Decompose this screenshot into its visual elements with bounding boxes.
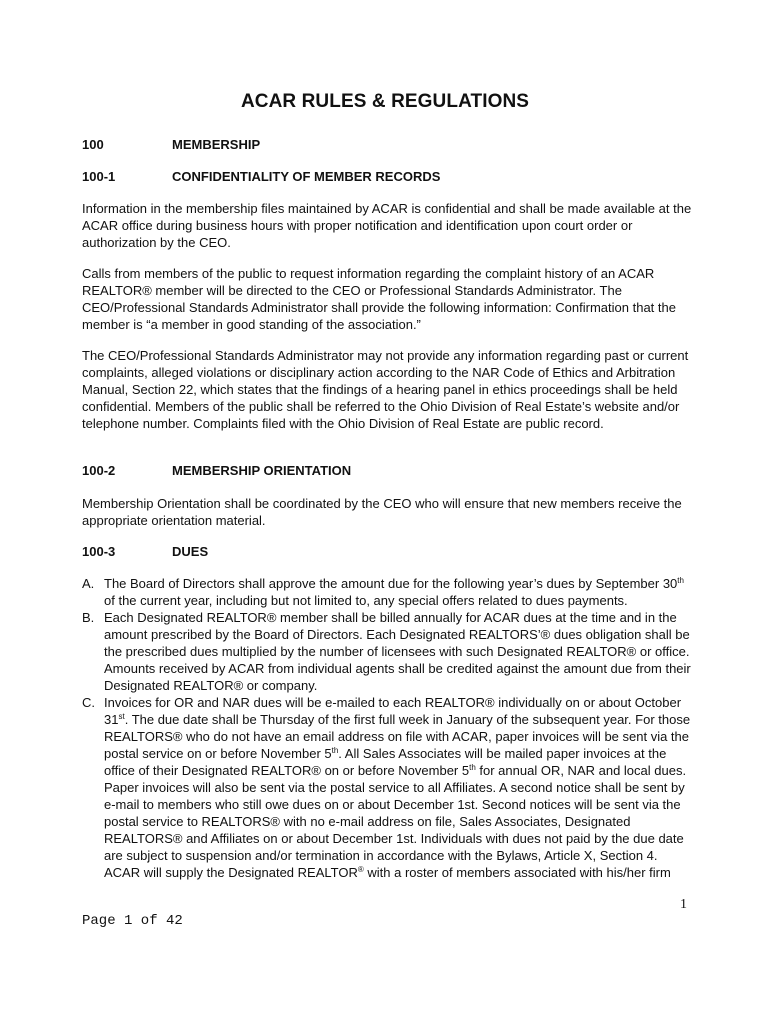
paragraph-confidentiality: Information in the membership files maintained by ACAR is confidential and shall be made available at the ACAR office during business hours with proper notification and identification upon court order or authorization by the CEO.: [82, 201, 692, 250]
section-title: MEMBERSHIP: [172, 137, 261, 152]
section-title: CONFIDENTIALITY OF MEMBER RECORDS: [172, 169, 441, 184]
list-marker: A.: [82, 576, 95, 591]
document-title: ACAR RULES & REGULATIONS: [240, 91, 530, 112]
page-number: 1: [680, 897, 687, 912]
dues-list: [82, 575, 694, 881]
section-number: 100-2: [82, 463, 116, 478]
section-heading-100-2: [82, 463, 351, 478]
list-marker: B.: [82, 610, 95, 625]
list-item: B. Each Designated REALTOR® member shall be billed annually for ACAR dues at the time and in the amount prescribed by the Board of Directors. Each Designated REALTORS’® dues obligation shall be the prescribed dues multiplied by the number of licensees with such Designated REALTOR® or office. Amounts received by ACAR from individual agents shall be credited against the amount due from their Designated REALTOR® or company.: [82, 610, 691, 693]
section-heading-100: [82, 137, 260, 152]
list-marker: C.: [82, 695, 95, 710]
paragraph-public-calls: Calls from members of the public to request information regarding the complaint history of an ACAR REALTOR® member will be directed to the CEO or Professional Standards Administrator. The CEO/Professional Standards Administrator shall provide the following information: Confirmation that the member is “a member in good standing of the association.”: [82, 266, 676, 332]
paragraph-orientation: Membership Orientation shall be coordinated by the CEO who will ensure that new members receive the appropriate orientation material.: [82, 496, 682, 528]
section-title: MEMBERSHIP ORIENTATION: [172, 463, 352, 478]
section-number: 100: [82, 137, 104, 152]
section-heading-100-3: [82, 544, 208, 559]
list-item: C. Invoices for OR and NAR dues will be e-mailed to each REALTOR® individually on or about October 31st. The due date shall be Thursday of the first full week in January of the subsequent year. For those REALTORS® who do not have an email address on file with ACAR, paper invoices will be sent via the postal service on or before November 5th. All Sales Associates will be mailed paper invoices at the office of their Designated REALTOR® on or before November 5th for annual OR, NAR and local dues. Paper invoices will also be sent via the postal service to all Affiliates. A second notice shall be sent by e-mail to members who still owe dues on or about December 1st. Second notices will be sent via the postal service to REALTORS® with no e-mail address on file, Sales Associates, Designated REALTORS® and Affiliates on or about December 1st. Individuals with dues not paid by the due date are subject to suspension and/or termination in accordance with the Bylaws, Article X, Section 4. ACAR will supply the Designated REALTOR® with a roster of members associated with his/her firm: [82, 695, 691, 880]
page-footer: Page 1 of 42: [82, 913, 183, 929]
section-heading-100-1: [82, 169, 440, 184]
paragraph-complaints: The CEO/Professional Standards Administrator may not provide any information regarding past or current complaints, alleged violations or disciplinary action according to the NAR Code of Ethics and Arbitration Manual, Section 22, which states that the findings of a hearing panel in ethics proceedings shall be held confidential. Members of the public shall be referred to the Ohio Division of Real Estate’s website and/or telephone number. Complaints filed with the Ohio Division of Real Estate are public record.: [82, 348, 689, 431]
section-title: DUES: [172, 544, 209, 559]
section-number: 100-1: [82, 169, 116, 184]
section-number: 100-3: [82, 544, 116, 559]
list-item: A. The Board of Directors shall approve the amount due for the following year’s dues by September 30th of the current year, including but not limited to, any special offers related to dues payments.: [82, 576, 684, 608]
